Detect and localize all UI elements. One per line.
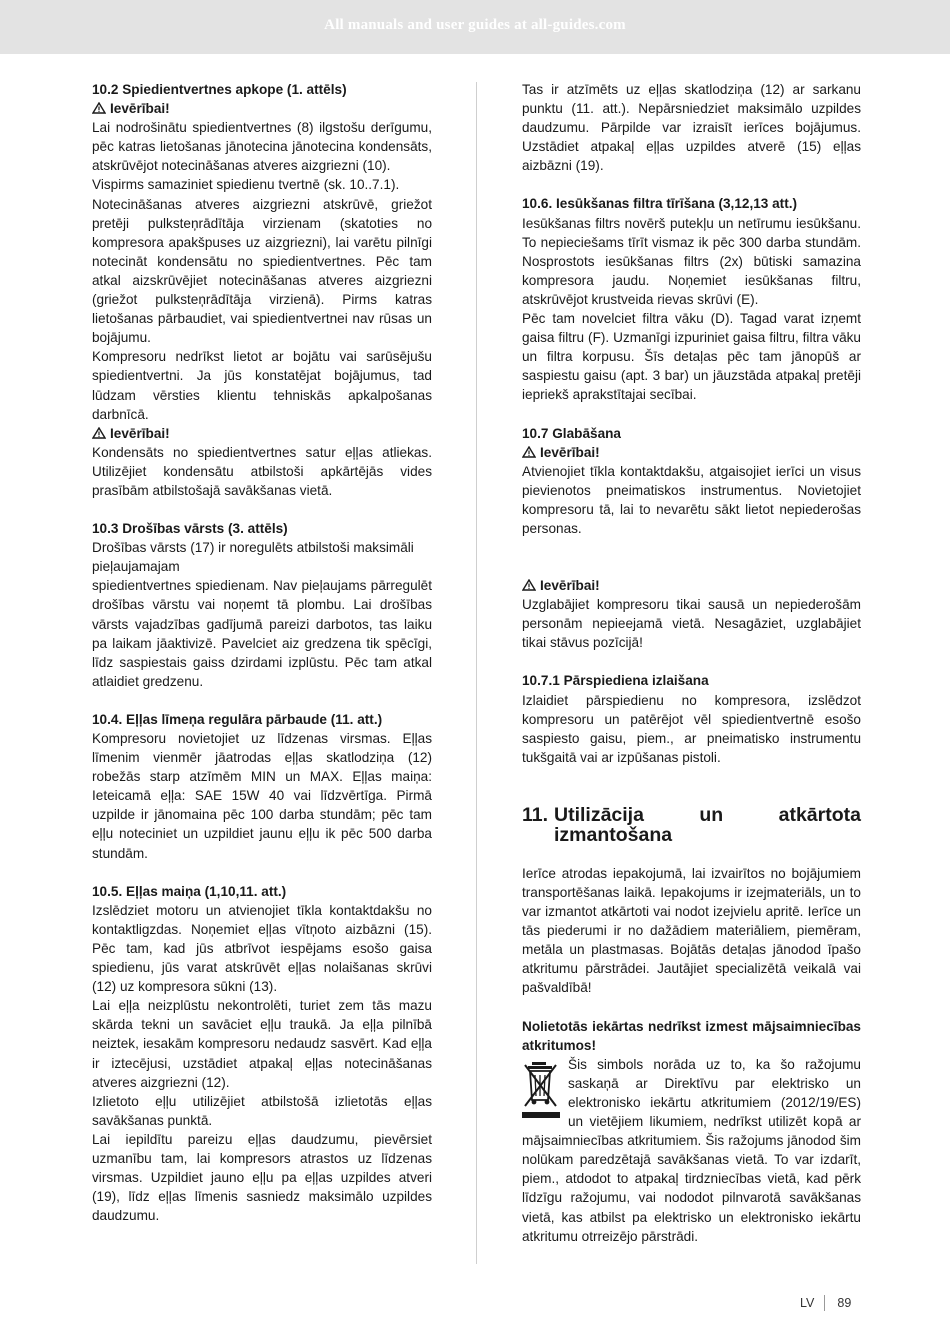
warning-triangle-icon <box>522 579 536 591</box>
paragraph: Šis simbols norāda uz to, ka šo ražojumu saskaņā ar Direktīvu par elektrisko un elektronisko iekārtu atkritumiem (2012/19/ES) un vietējiem likumiem, nedrīkst utilizēt kopā ar mājsaimniecības atkritumiem. Šis ražojums jānodod šim nolūkam paredzētajā savākšanas vietā. To var izdarīt, piem., atdodot to atpakaļ tirdzniecības vietā, kad pērk līdzīgu ražojumu, vai nododot pilnvarotā savākšanas vietā, kas atbilst pa elektrisko un elektronisko iekārtu atkritumu otrreizējo pārstrādi. <box>522 1056 861 1244</box>
warning-heading: Ievērībai! <box>92 424 432 443</box>
section-10-7-title: 10.7 Glabāšana <box>522 425 621 441</box>
paragraph: Kompresoru nedrīkst lietot ar bojātu vai sarūsējušu spiedientvertni. Ja jūs konstatējat bojājumus, tad lūdzam vērsties klientu tehniskās apkalpošanas darbnīcā. <box>92 349 432 422</box>
paragraph: Lai nodrošinātu spiedientvertnes (8) ilgstošu derīgumu, pēc katras lietošanas jānotecina jānotecina kondensāts, atskrūvējot notecināšanas atveres aizgriezni (10). <box>92 120 432 174</box>
section-10-3-title: 10.3 Drošības vārsts (3. attēls) <box>92 521 288 537</box>
paragraph: Lai iepildītu pareizu eļļas daudzumu, pievērsiet uzmanību tam, lai kompresors atrastos uz līdzenas virsmas. Uzpildiet jauno eļļu pa eļļas uzpildes atveri (19), līdz eļļas līmenis sasniedz maksimālo uzpildes daudzumu. <box>92 1131 432 1224</box>
paragraph: Kompresoru novietojiet uz līdzenas virsmas. Eļļas līmenim vienmēr jāatrodas eļļas skatlodziņa (12) robežās starp atzīmēm MIN un MAX. Eļļas maiņa: Ieteicamā eļļa: SAE 15W 40 vai līdzvērtīga. Pirmā uzpilde ir jānomaina pēc 100 darba stundām; pēc tam eļļu noteciniet un uzpildiet jaunu eļļu ik pēc 500 darba stundām. <box>92 731 432 861</box>
column-divider <box>476 82 477 1264</box>
warning-triangle-icon <box>92 427 106 439</box>
paragraph: Tas ir atzīmēts uz eļļas skatlodziņa (12) ar sarkanu punktu (11. att.). Nepārsniedziet maksimālo uzpildes daudzumu. Pārpilde var izraisīt ierīces bojājumus. Uzstādiet atpakaļ eļļas uzpildes atverē (15) eļļas aizbāzni (19). <box>522 82 861 174</box>
page-footer <box>800 1295 851 1311</box>
warning-triangle-icon <box>92 102 106 114</box>
paragraph: Lai eļļa neizplūstu nekontrolēti, turiet zem tās mazu skārda tekni un savāciet eļļu traukā. Ja eļļa pilnībā neiztek, iesakām kompresoru nedaudz sasvērt. Kad eļļa ir iztecējusi, uzstādiet atpakaļ eļļas notecināšanas atveres aizgriezni (12). <box>92 998 432 1090</box>
section-10-4-title: 10.4. Eļļas līmeņa regulāra pārbaude (11. att.) <box>92 711 383 727</box>
warning-heading: Ievērībai! <box>92 99 432 118</box>
paragraph: Iesūkšanas filtrs novērš putekļu un netīrumu iesūkšanu. To nepieciešams tīrīt vismaz ik pēc 300 darba stundām. Nosprostots iesūkšanas filtrs (2x) būtiski samazina kompresora jaudu. Noņemiet iesūkšanas filtru, atskrūvējot krustveida rievas skrūvi (E). <box>522 215 861 307</box>
section-10-2-title: 10.2 Spiedientvertnes apkope (1. attēls) <box>92 82 347 97</box>
paragraph: Notecināšanas atveres aizgriezni atskrūvē, griežot pretēji pulksteņrādītāja virzienam (skatoties no kompresora apakšpuses uz aizgriezni), lai varētu pilnīgi notecināt kondensātu no spiedientvertnes. Pēc tam atkal aizskrūvējiet notecināšanas atveres aizgriezni (griežot pulksteņrādītāja virzienā). Pirms katras lietošanas pārbaudiet, vai spiedientvertnei nav rūsas un bojājumu. <box>92 196 432 346</box>
warning-triangle-icon <box>522 446 536 458</box>
paragraph: Izlaidiet pārspiedienu no kompresora, izslēdzot kompresoru un patērējot vēl spiedientvertnē esošo saspiesto gaisu, piem., ar pneimatisko instrumentu tukšgaitā vai ar izpūšanas pistoli. <box>522 692 861 765</box>
language-code: LV <box>800 1296 815 1310</box>
chapter-number: 11. <box>522 803 549 826</box>
page-number: 89 <box>837 1296 852 1310</box>
paragraph: Uzglabājiet kompresoru tikai sausā un nepiederošām personām nepieejamā vietā. Nesagāziet, uzglabājiet tikai stāvus pozīcijā! <box>522 597 861 651</box>
left-column <box>92 80 432 1225</box>
paragraph: Vispirms samaziniet spiedienu tvertnē (sk. 10..7.1). <box>92 177 400 193</box>
chapter-11-heading: 11. Utilizācija un atkārtota izmantošana <box>522 803 861 846</box>
warning-heading: Ievērībai! <box>522 576 861 595</box>
section-10-6-title: 10.6. Iesūkšanas filtra tīrīšana (3,12,13 att.) <box>522 196 798 212</box>
paragraph: Izlietoto eļļu utilizējiet atbilstošā izlietotās eļļas savākšanas punktā. <box>92 1093 432 1128</box>
paragraph: Ierīce atrodas iepakojumā, lai izvairītos no bojājumiem transportēšanas laikā. Iepakojums ir izejmateriāls, un to var izmantot atkārtoti vai nodot izejvielu apritē. Ierīce un tās piederumi ir no dažādiem materiāliem, piemēram, metāla un plastmasas. Bojātās detaļas jānodod īpašo atkritumu pārstrādei. Jautājiet specializētā veikalā vai pašvaldībā! <box>522 865 861 996</box>
warning-heading: Ievērībai! <box>522 443 861 462</box>
paragraph: Kondensāts no spiedientvertnes satur eļļas atliekas. Utilizējiet kondensātu atbilstoši apkārtējās vides prasībām atbilstošajā savākšanas vietā. <box>92 444 432 498</box>
paragraph: Izslēdziet motoru un atvienojiet tīkla kontaktdakšu no kontaktligzdas. Noņemiet eļļas vītņoto aizbāzni (15). Pēc tam, kad jūs atbrīvot iespējams esošo gaisa spiedienu, jūs varat atskrūvēt eļļas nolaišanas skrūvi (12) uz kompresora sūkni (13). <box>92 902 432 995</box>
watermark-banner <box>0 0 950 54</box>
banner-text: All manuals and user guides at all-guides.com <box>324 17 626 33</box>
paragraph: spiedientvertnes spiedienam. Nav pieļaujams pārregulēt drošības vārstu vai noņemt tā plombu. Lai drošības vārsts vajadzības gadījumā pareizi darbotos, tas laiku pa laikam jāaktivizē. Pavelciet aiz gredzena tik spēcīgi, līdz saspiestais gaiss dzirdami izplūstu. Pēc tam atkal atlaidiet gredzenu. <box>92 578 432 689</box>
weee-title: Nolietotās iekārtas nedrīkst izmest mājsaimniecības atkritumos! <box>522 1018 861 1053</box>
section-10-5-title: 10.5. Eļļas maiņa (1,10,11. att.) <box>92 883 287 899</box>
paragraph: Atvienojiet tīkla kontaktdakšu, atgaisojiet ierīci un visus pievienotos pneimatiskos instrumentus. Novietojiet kompresoru tā, lai to nevarētu sākt lietot nepiederošas personas. <box>522 463 861 536</box>
weee-block <box>522 1055 861 1246</box>
paragraph: Pēc tam novelciet filtra vāku (D). Tagad varat izņemt gaisa filtru (F). Uzmanīgi izpuriniet gaisa filtru, filtra vāku un filtra korpusu. Šīs detaļas pēc tam jānopūš ar saspiestu gaisu (apt. 3 bar) un jāuzstāda atpakaļ pretēji iepriekš aprakstītajai secībai. <box>522 311 861 403</box>
section-10-7-1-title: 10.7.1 Pārspiediena izlaišana <box>522 673 709 689</box>
paragraph: Drošības vārsts (17) ir noregulēts atbilstoši maksimāli pieļaujamajam <box>92 540 414 575</box>
crossed-bin-icon <box>522 1060 560 1120</box>
right-column <box>522 80 861 1246</box>
footer-divider <box>824 1295 825 1311</box>
